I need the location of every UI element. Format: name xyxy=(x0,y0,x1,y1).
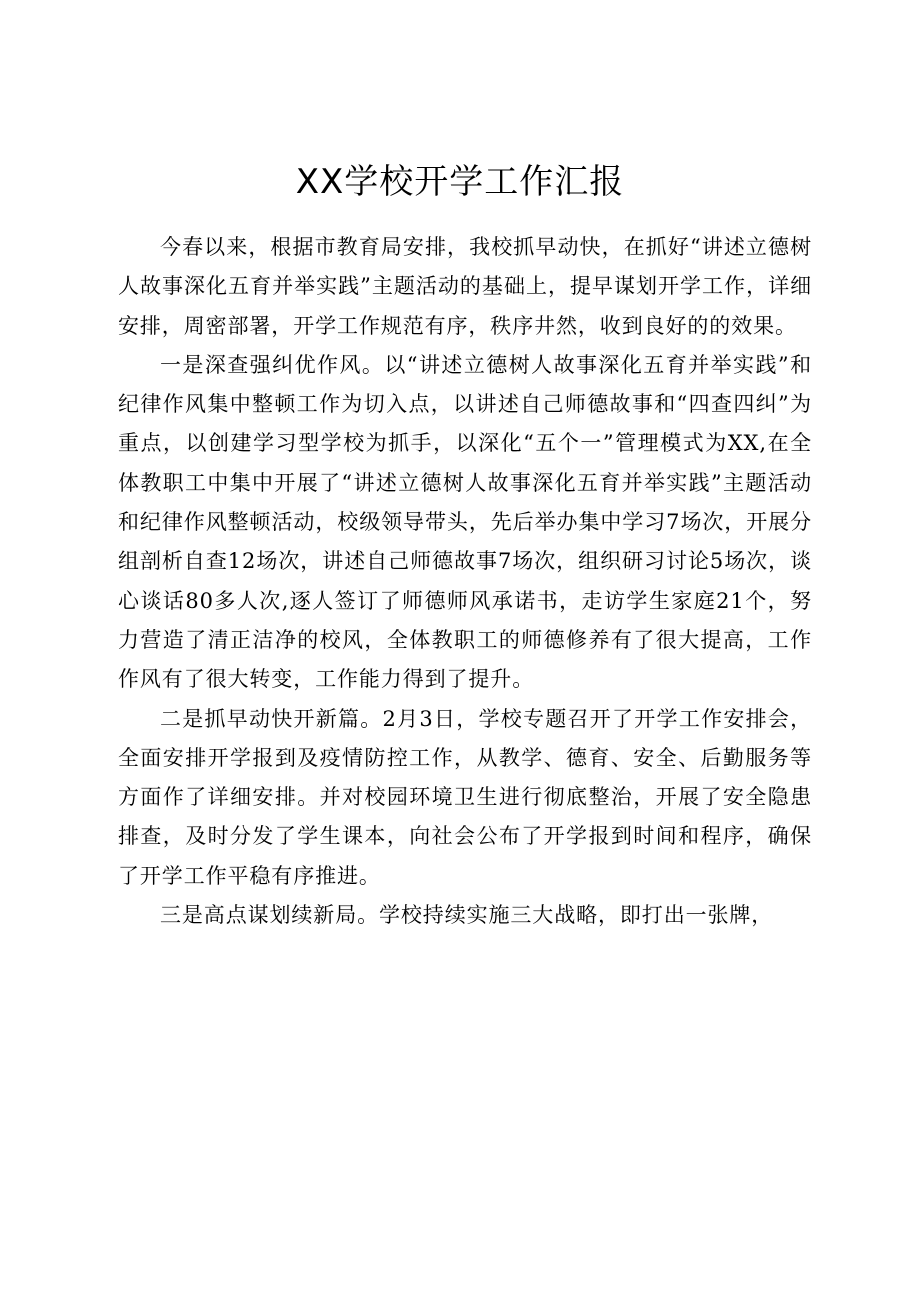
paragraph-planning: 三是高点谋划续新局。学校持续实施三大战略，即打出一张牌， xyxy=(160,903,774,928)
document-body xyxy=(118,228,812,935)
paragraph-early-start: 二是抓早动快开新篇。2月3日，学校专题召开了开学工作安排会，全面安排开学报到及疫情防控工作，从教学、德育、安全、后勤服务等方面作了详细安排。并对校园环境卫生进行彻底整治，开展了安全隐患排查，及时分发了学生课本，向社会公布了开学报到时间和程序，确保了开学工作平稳有序推进。 xyxy=(118,706,812,888)
document-title: XX学校开学工作汇报 xyxy=(295,162,625,202)
paragraph-style-rectification: 一是深查强纠优作风。以“讲述立德树人故事深化五育并举实践”和纪律作风集中整顿工作为切入点，以讲述自己师德故事和“四查四纠”为重点，以创建学习型学校为抓手，以深化“五个一”管理模式为XX,在全体教职工中集中开展了“讲述立德树人故事深化五育并举实践”主题活动和纪律作风整顿活动，校级领导带头，先后举办集中学习7场次，开展分组剖析自查12场次，讲述自己师德故事7场次，组织研习讨论5场次，谈心谈话80多人次,逐人签订了师德师风承诺书，走访学生家庭21个，努力营造了清正洁净的校风，全体教职工的师德修养有了很大提高，工作作风有了很大转变，工作能力得到了提升。 xyxy=(118,352,812,692)
paragraph-intro: 今春以来，根据市教育局安排，我校抓早动快，在抓好“讲述立德树人故事深化五育并举实践”主题活动的基础上，提早谋划开学工作，详细安排，周密部署，开学工作规范有序，秩序井然，收到良好的的效果。 xyxy=(118,235,812,338)
